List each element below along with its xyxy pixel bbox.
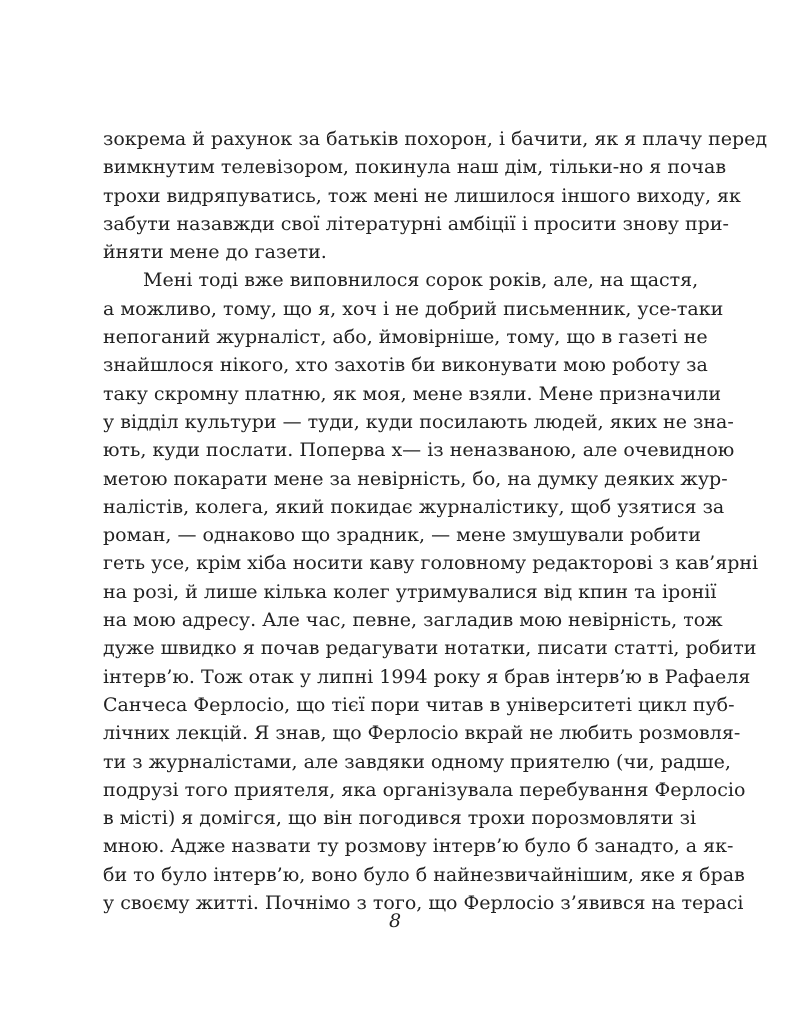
text-line: подрузі того приятеля, яка організувала перебування Ферлосіо [103,778,746,801]
text-line: ти з журналістами, але завдяки одному приятелю (чи, радше, [103,750,731,773]
text-line: забути назавжди свої літературні амбіції і просити знову при- [103,212,729,235]
text-line: на мою адресу. Але час, певне, загладив мою невірність, тож [103,609,723,632]
text-line: би то було інтерв’ю, воно було б найнезвичайнішим, яке я брав [103,863,745,886]
text-line: ють, куди послати. Поперва х— із неназваною, але очевидною [103,439,735,462]
text-line: Санчеса Ферлосіо, що тієї пори читав в університеті цикл пуб- [103,693,735,716]
text-line: геть усе, крім хіба носити каву головному редакторові з кав’ярні [103,552,759,575]
text-line: трохи видряпуватись, тож мені не лишилося іншого виходу, як [103,184,741,207]
text-line: таку скромну платню, як моя, мене взяли. Мене призначили [103,382,722,405]
text-line: в місті) я домігся, що він погодився трохи порозмовляти зі [103,807,697,830]
text-line: а можливо, тому, що я, хоч і не добрий письменник, усе-таки [103,297,724,320]
text-line: налістів, колега, який покидає журналістику, щоб узятися за [103,495,725,518]
text-line: інтерв’ю. Тож отак у липні 1994 року я брав інтерв’ю в Рафаеля [103,665,751,688]
body-text [103,125,768,917]
text-line: зокрема й рахунок за батьків похорон, і бачити, як я плачу перед [103,128,768,150]
text-line: метою покарати мене за невірність, бо, на думку деяких жур- [103,467,728,490]
text-line: знайшлося нікого, хто захотів би виконувати мою роботу за [103,354,708,377]
text-line: йняти мене до газети. [103,241,327,264]
text-line: вимкнутим телевізором, покинула наш дім, тільки-но я почав [103,156,727,179]
text-line: у відділ культури — туди, куди посилають людей, яких не зна- [103,410,734,433]
text-line: мною. Адже назвати ту розмову інтерв’ю було б занадто, а як- [103,835,734,858]
paragraph-first-line: Мені тоді вже виповнилося сорок років, але, на щастя, [143,269,699,292]
text-line: роман, — однаково що зрадник, — мене змушували робити [103,524,701,547]
text-line: на розі, й лише кілька колег утримувалися від кпин та іронії [103,580,717,603]
page-number: 8 [388,910,402,932]
text-line: непоганий журналіст, або, ймовірніше, тому, що в газеті не [103,326,708,349]
text-line: у своєму житті. Почнімо з того, що Ферлосіо з’явився на терасі [103,892,744,915]
text-line: лічних лекцій. Я знав, що Ферлосіо вкрай не любить розмовля- [103,722,741,745]
text-line: дуже швидко я почав редагувати нотатки, писати статті, робити [103,637,757,660]
